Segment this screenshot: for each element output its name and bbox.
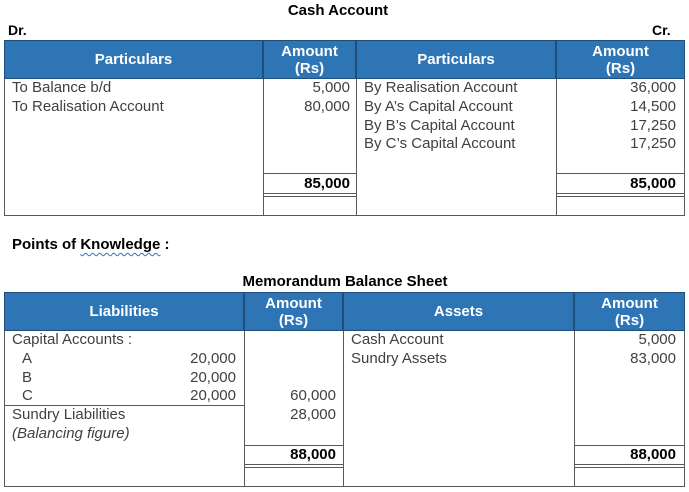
header-text: Amount (Rs) xyxy=(265,294,322,329)
balance-sheet-title: Memorandum Balance Sheet xyxy=(242,273,448,290)
bs-header-amount-left xyxy=(244,292,343,331)
bs-header-assets xyxy=(343,292,574,331)
cr-label: Cr. xyxy=(652,22,671,38)
total-rule xyxy=(556,173,685,174)
sundry-liabilities-amount: 28,000 xyxy=(290,406,336,423)
sundry-liabilities-label: Sundry Liabilities xyxy=(12,406,126,423)
total-rule xyxy=(263,196,356,197)
col-divider xyxy=(356,79,357,216)
dr-label: Dr. xyxy=(8,22,27,38)
col-divider xyxy=(343,331,344,487)
asset-amount: 83,000 xyxy=(630,350,676,367)
cash-total-right: 85,000 xyxy=(630,175,676,192)
partner-name: B xyxy=(22,369,33,386)
total-rule xyxy=(263,173,356,174)
credit-particular: By B’s Capital Account xyxy=(364,117,515,134)
debit-amount: 80,000 xyxy=(304,98,350,115)
cash-header-amount-left xyxy=(263,40,356,79)
bs-header-amount-right xyxy=(574,292,685,331)
capital-accounts-label: Capital Accounts : xyxy=(12,331,133,348)
header-text: Particulars xyxy=(94,51,173,68)
credit-amount: 17,250 xyxy=(630,135,676,152)
credit-amount: 36,000 xyxy=(630,79,676,96)
asset-name: Sundry Assets xyxy=(351,350,447,367)
cash-total-left: 85,000 xyxy=(304,175,350,192)
heading-suffix: : xyxy=(160,236,170,253)
bs-header-liabilities xyxy=(4,292,244,331)
balancing-figure-note: (Balancing figure) xyxy=(12,425,130,442)
header-text: Amount (Rs) xyxy=(592,42,649,77)
partner-amount: 20,000 xyxy=(190,350,236,367)
bs-total-left: 88,000 xyxy=(290,446,336,463)
partner-name: C xyxy=(22,387,33,404)
header-text: Liabilities xyxy=(89,303,159,320)
heading-word: Knowledge xyxy=(80,236,161,253)
debit-amount: 5,000 xyxy=(312,79,350,96)
bs-total-right: 88,000 xyxy=(630,446,676,463)
header-text: Amount (Rs) xyxy=(281,42,338,77)
asset-amount: 5,000 xyxy=(638,331,676,348)
cash-header-particulars-right xyxy=(356,40,556,79)
credit-particular: By A’s Capital Account xyxy=(364,98,513,115)
credit-particular: By Realisation Account xyxy=(364,79,518,96)
cash-account-title: Cash Account xyxy=(287,2,389,19)
header-text: Assets xyxy=(433,303,484,320)
partner-amount: 20,000 xyxy=(190,387,236,404)
capital-total-amount: 60,000 xyxy=(290,387,336,404)
partner-amount: 20,000 xyxy=(190,369,236,386)
asset-name: Cash Account xyxy=(351,331,444,348)
cash-header-particulars-left xyxy=(4,40,263,79)
credit-amount: 14,500 xyxy=(630,98,676,115)
partner-name: A xyxy=(22,350,33,367)
points-of-knowledge-heading xyxy=(12,236,170,253)
heading-prefix: Points of xyxy=(12,236,81,253)
credit-particular: By C’s Capital Account xyxy=(364,135,516,152)
debit-particular: To Balance b/d xyxy=(12,79,112,96)
total-rule xyxy=(574,467,685,468)
total-rule xyxy=(244,467,343,468)
credit-amount: 17,250 xyxy=(630,117,676,134)
header-text: Particulars xyxy=(417,51,495,68)
header-text: Amount (Rs) xyxy=(601,294,658,329)
total-rule xyxy=(556,196,685,197)
debit-particular: To Realisation Account xyxy=(12,98,164,115)
cash-header-amount-right xyxy=(556,40,685,79)
